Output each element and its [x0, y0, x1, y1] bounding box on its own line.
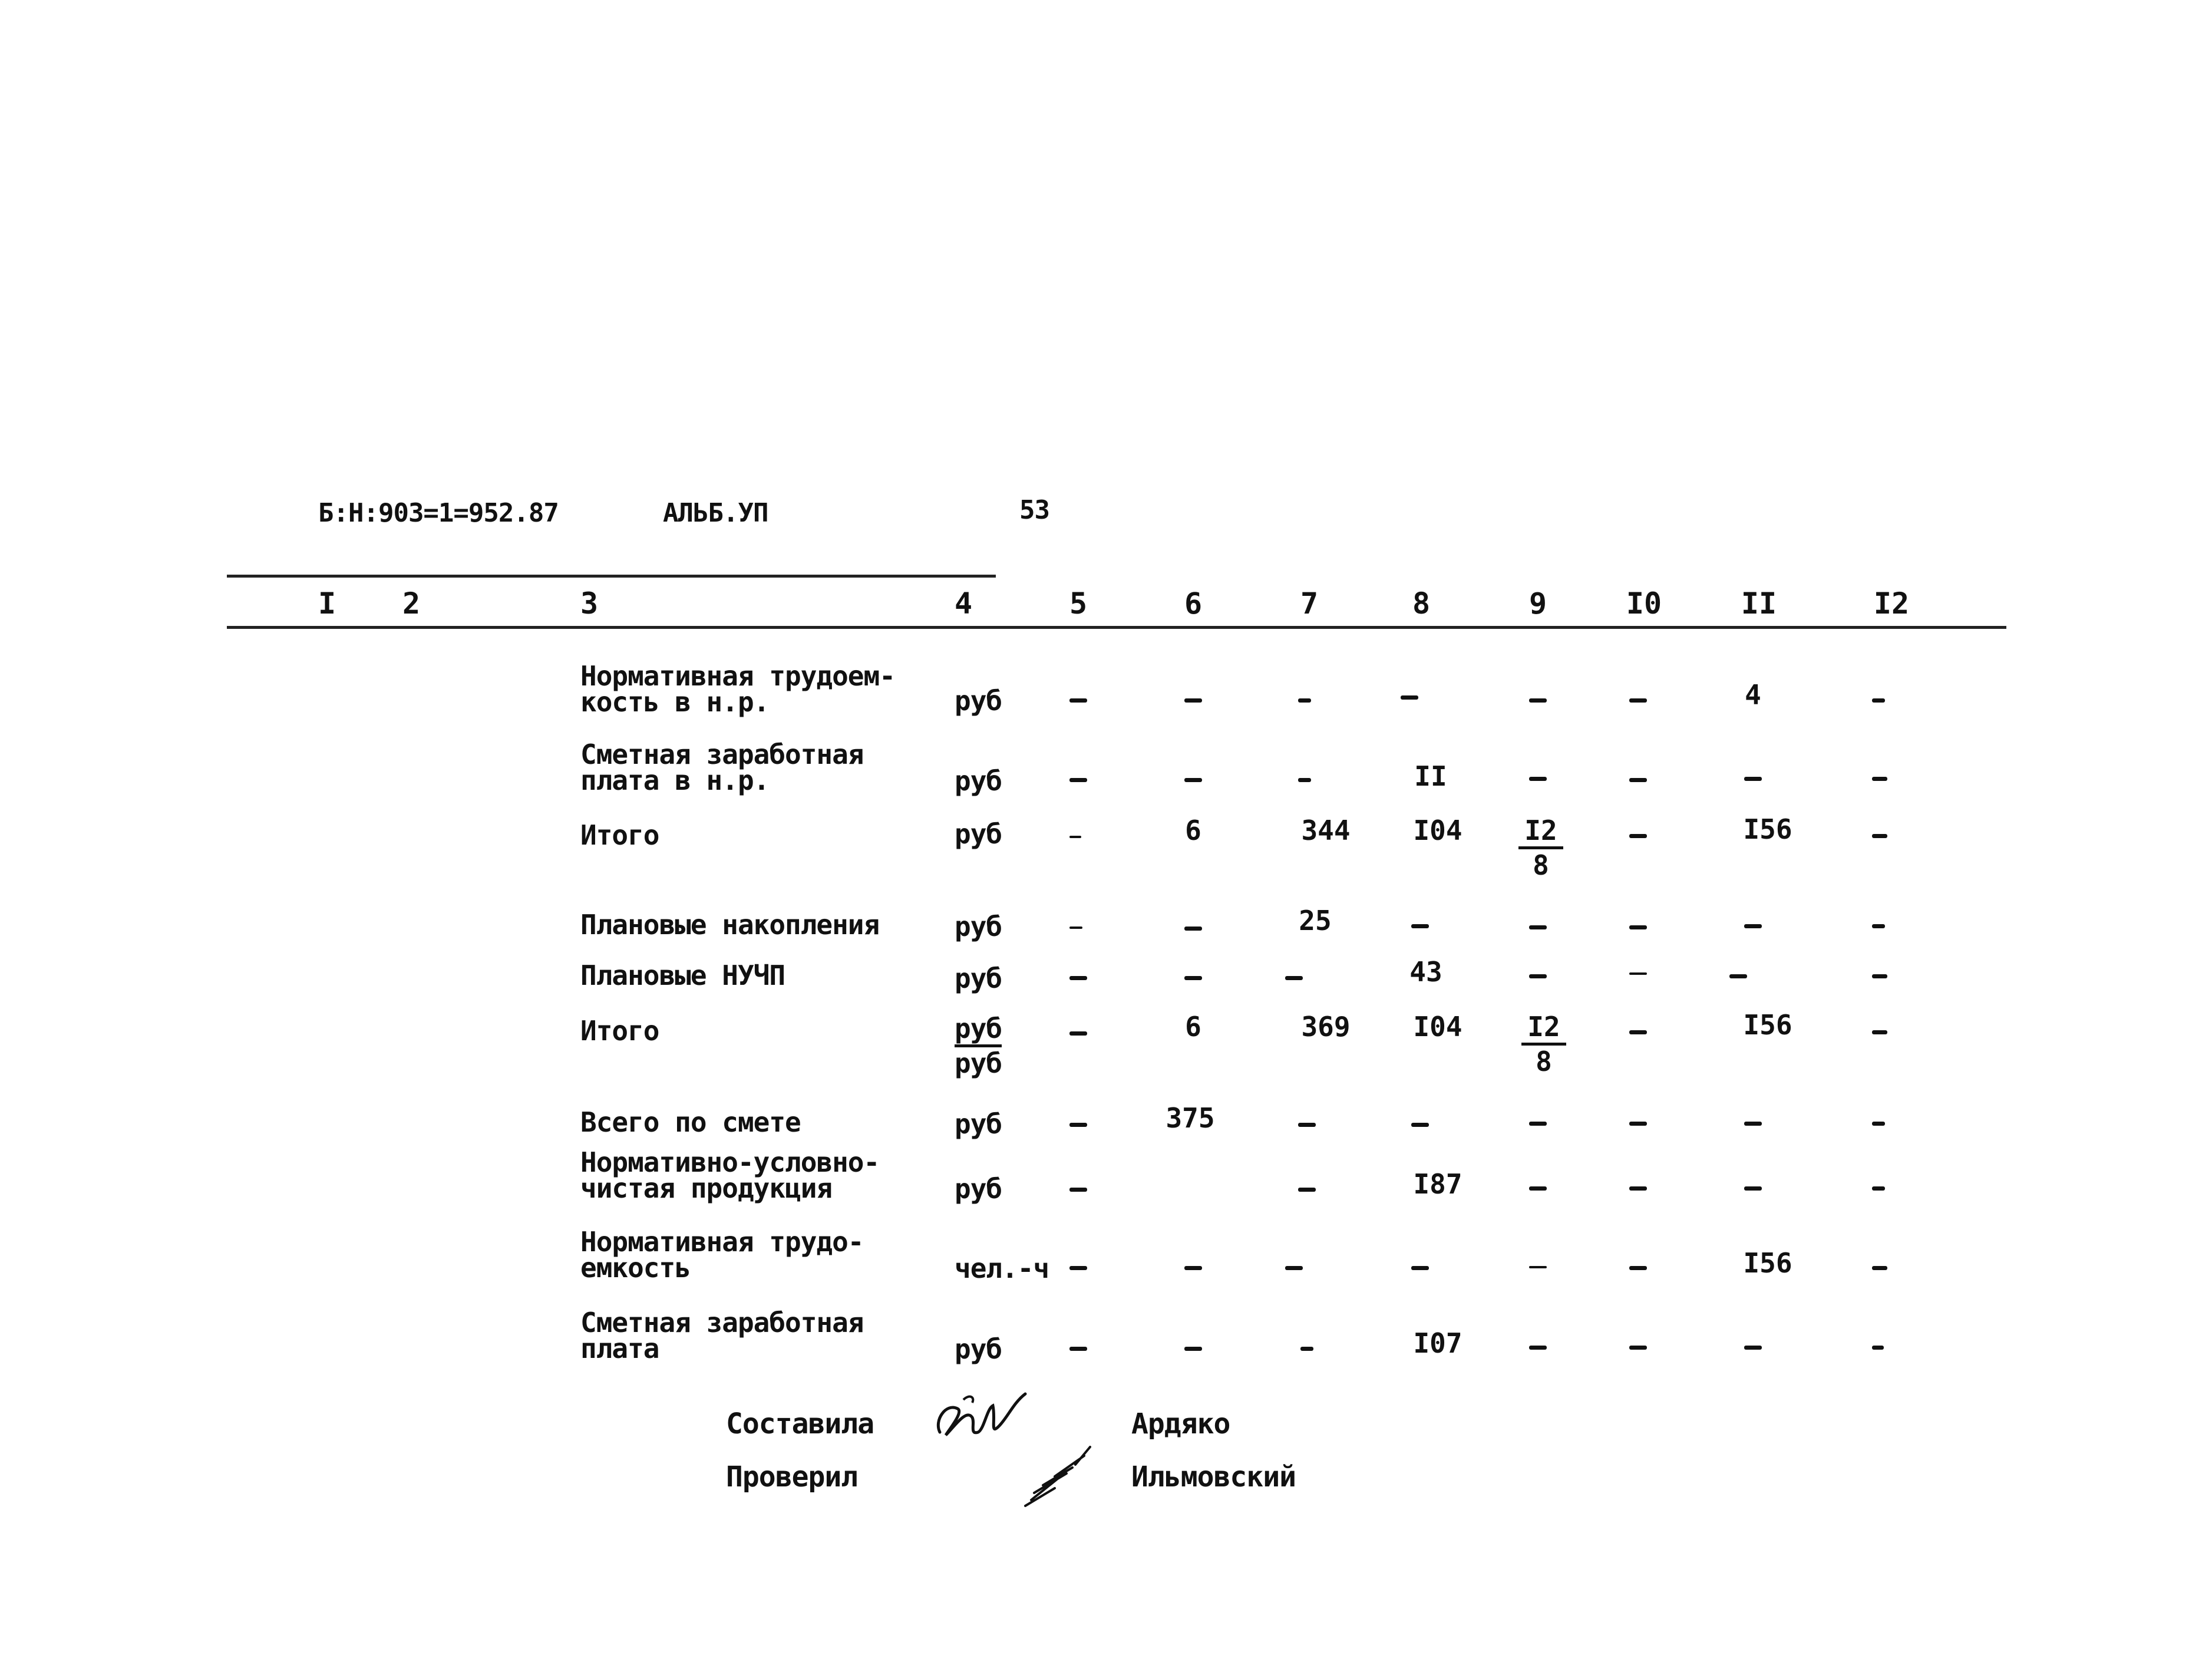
cell-c5 [1069, 698, 1087, 703]
cell-c12 [1872, 1346, 1884, 1350]
cell-c10 [1629, 972, 1647, 975]
cell-c9 [1529, 1346, 1547, 1350]
cell-c9 [1529, 1266, 1547, 1268]
cell-c10 [1629, 834, 1647, 838]
row-unit: руб [955, 1173, 1002, 1205]
album-code: АЛЬБ.УП [663, 498, 768, 528]
col-12: I2 [1873, 586, 1910, 621]
row-label-line1: Нормативная трудоем- [580, 660, 895, 692]
compiled-by-name: Ардяко [1131, 1407, 1230, 1440]
row-unit: чел.-ч [955, 1252, 1049, 1284]
cell-c11 [1744, 1346, 1762, 1350]
col-9: 9 [1528, 586, 1547, 621]
row-unit: руб [955, 911, 1002, 942]
col-11: II [1741, 586, 1777, 621]
cell-c7: 369 [1301, 1011, 1351, 1043]
row-label-line1: Нормативная трудо- [580, 1226, 864, 1258]
cell-c9-numerator: I2 [1518, 815, 1563, 849]
cell-c12 [1872, 698, 1885, 703]
checked-by-name: Ильмовский [1131, 1460, 1296, 1493]
row-unit: руб [955, 1108, 1002, 1140]
cell-c10 [1629, 778, 1647, 782]
cell-c12 [1872, 1122, 1885, 1126]
col-7: 7 [1300, 586, 1319, 621]
cell-c8 [1411, 1123, 1429, 1127]
row-unit: руб [955, 818, 1002, 850]
cell-c7 [1298, 1188, 1316, 1192]
row-unit-fraction [955, 1013, 1002, 1079]
cell-c10 [1629, 1122, 1647, 1126]
cell-c11 [1729, 974, 1747, 978]
cell-c7 [1298, 1123, 1316, 1127]
cell-c5 [1069, 1123, 1087, 1127]
page-number: 53 [1019, 495, 1049, 525]
cell-c8: I04 [1413, 815, 1462, 846]
cell-c9 [1529, 925, 1547, 929]
row-label-line2: плата в н.р. [580, 764, 770, 796]
doc-code: Б:Н:903=1=952.87 [318, 498, 559, 528]
cell-c11 [1744, 1122, 1762, 1126]
row-unit-numerator: руб [955, 1013, 1002, 1047]
cell-c9 [1529, 974, 1547, 978]
cell-c11: I56 [1743, 1247, 1792, 1279]
cell-c5 [1069, 836, 1081, 838]
cell-c6 [1184, 778, 1202, 782]
cell-c7 [1298, 778, 1311, 782]
col-4: 4 [954, 586, 973, 621]
cell-c5 [1069, 1266, 1087, 1270]
cell-c5 [1069, 976, 1087, 980]
cell-c10 [1629, 1030, 1647, 1034]
cell-c9 [1529, 1186, 1547, 1191]
cell-c10 [1629, 1266, 1647, 1270]
cell-c6 [1184, 976, 1202, 980]
cell-c9 [1529, 777, 1547, 781]
cell-c8: II [1414, 760, 1447, 792]
compiled-by-label: Составила [726, 1407, 874, 1440]
cell-c11 [1744, 777, 1762, 781]
col-10: I0 [1626, 586, 1662, 621]
cell-c5 [1069, 927, 1082, 929]
cell-c6 [1184, 927, 1202, 931]
cell-c5 [1069, 1188, 1087, 1192]
cell-c10 [1629, 1346, 1647, 1350]
cell-c5 [1069, 778, 1087, 782]
row-label-line1: Сметная заработная [580, 1307, 864, 1338]
cell-c6 [1184, 1266, 1202, 1270]
col-5: 5 [1069, 586, 1088, 621]
row-label-line1: Итого [580, 1015, 659, 1047]
cell-c12 [1872, 1030, 1887, 1034]
cell-c11 [1744, 1186, 1762, 1191]
cell-c6: 375 [1166, 1102, 1215, 1134]
cell-c7: 25 [1299, 905, 1332, 937]
row-label-line1: Плановые НУЧП [580, 960, 785, 991]
row-label-line1: Итого [580, 819, 659, 851]
cell-c7 [1298, 698, 1311, 703]
cell-c9-denominator: 8 [1533, 849, 1549, 881]
cell-c11: I56 [1743, 813, 1792, 845]
cell-c12 [1872, 974, 1887, 978]
col-3: 3 [580, 586, 599, 621]
cell-c9-denominator: 8 [1536, 1046, 1552, 1077]
handwritten-signature-compiled [928, 1385, 1052, 1450]
cell-c7: 344 [1301, 815, 1351, 846]
cell-c6: 6 [1185, 1011, 1201, 1043]
row-label-line2: чистая продукция [580, 1172, 833, 1204]
cell-c9 [1529, 698, 1547, 703]
cell-c7 [1285, 976, 1303, 980]
cell-c12 [1872, 1266, 1887, 1270]
row-unit: руб [955, 765, 1002, 797]
cell-c7 [1285, 1266, 1303, 1270]
cell-c9-numerator: I2 [1521, 1011, 1566, 1046]
col-8: 8 [1412, 586, 1431, 621]
cell-c12 [1872, 777, 1887, 781]
cell-c8: 43 [1409, 956, 1442, 988]
cell-c8 [1401, 695, 1418, 700]
col-6: 6 [1184, 586, 1203, 621]
cell-c7 [1300, 1347, 1313, 1351]
row-unit: руб [955, 685, 1002, 717]
row-unit: руб [955, 1333, 1002, 1365]
col-2: 2 [402, 586, 421, 621]
cell-c8: I04 [1413, 1011, 1462, 1043]
cell-c12 [1872, 1186, 1885, 1191]
row-label-line1: Всего по смете [580, 1106, 801, 1138]
cell-c6 [1184, 1347, 1202, 1351]
cell-c11: I56 [1743, 1009, 1792, 1041]
cell-c10 [1629, 698, 1647, 703]
cell-c8: I07 [1413, 1327, 1462, 1359]
row-label-line2: плата [580, 1333, 659, 1364]
row-label-line2: емкость [580, 1252, 691, 1284]
row-label-line1: Нормативно-условно- [580, 1146, 880, 1178]
row-unit: руб [955, 962, 1002, 994]
header-rule [227, 626, 2006, 629]
cell-c6 [1184, 698, 1202, 703]
checked-by-label: Проверил [726, 1460, 858, 1493]
cell-c9-fraction [1494, 815, 1588, 881]
cell-c9-fraction [1497, 1011, 1591, 1077]
cell-c8: I87 [1413, 1168, 1462, 1200]
cell-c10 [1629, 1186, 1647, 1191]
cell-c10 [1629, 925, 1647, 929]
cell-c12 [1872, 924, 1885, 928]
cell-c12 [1872, 834, 1887, 838]
handwritten-signature-checked [1019, 1441, 1096, 1512]
top-rule [227, 575, 996, 578]
cell-c11: 4 [1745, 679, 1761, 711]
cell-c5 [1069, 1347, 1087, 1351]
row-label-line2: кость в н.р. [580, 686, 770, 718]
col-1: I [318, 586, 336, 621]
cell-c5 [1069, 1031, 1087, 1036]
cell-c6: 6 [1185, 815, 1201, 846]
cell-c9 [1529, 1122, 1547, 1126]
cell-c8 [1411, 924, 1429, 928]
cell-c11 [1744, 924, 1762, 928]
row-unit-denominator: руб [955, 1047, 1002, 1079]
cell-c8 [1411, 1266, 1429, 1270]
row-label-line1: Плановые накопления [580, 909, 880, 941]
row-label-line1: Сметная заработная [580, 738, 864, 770]
